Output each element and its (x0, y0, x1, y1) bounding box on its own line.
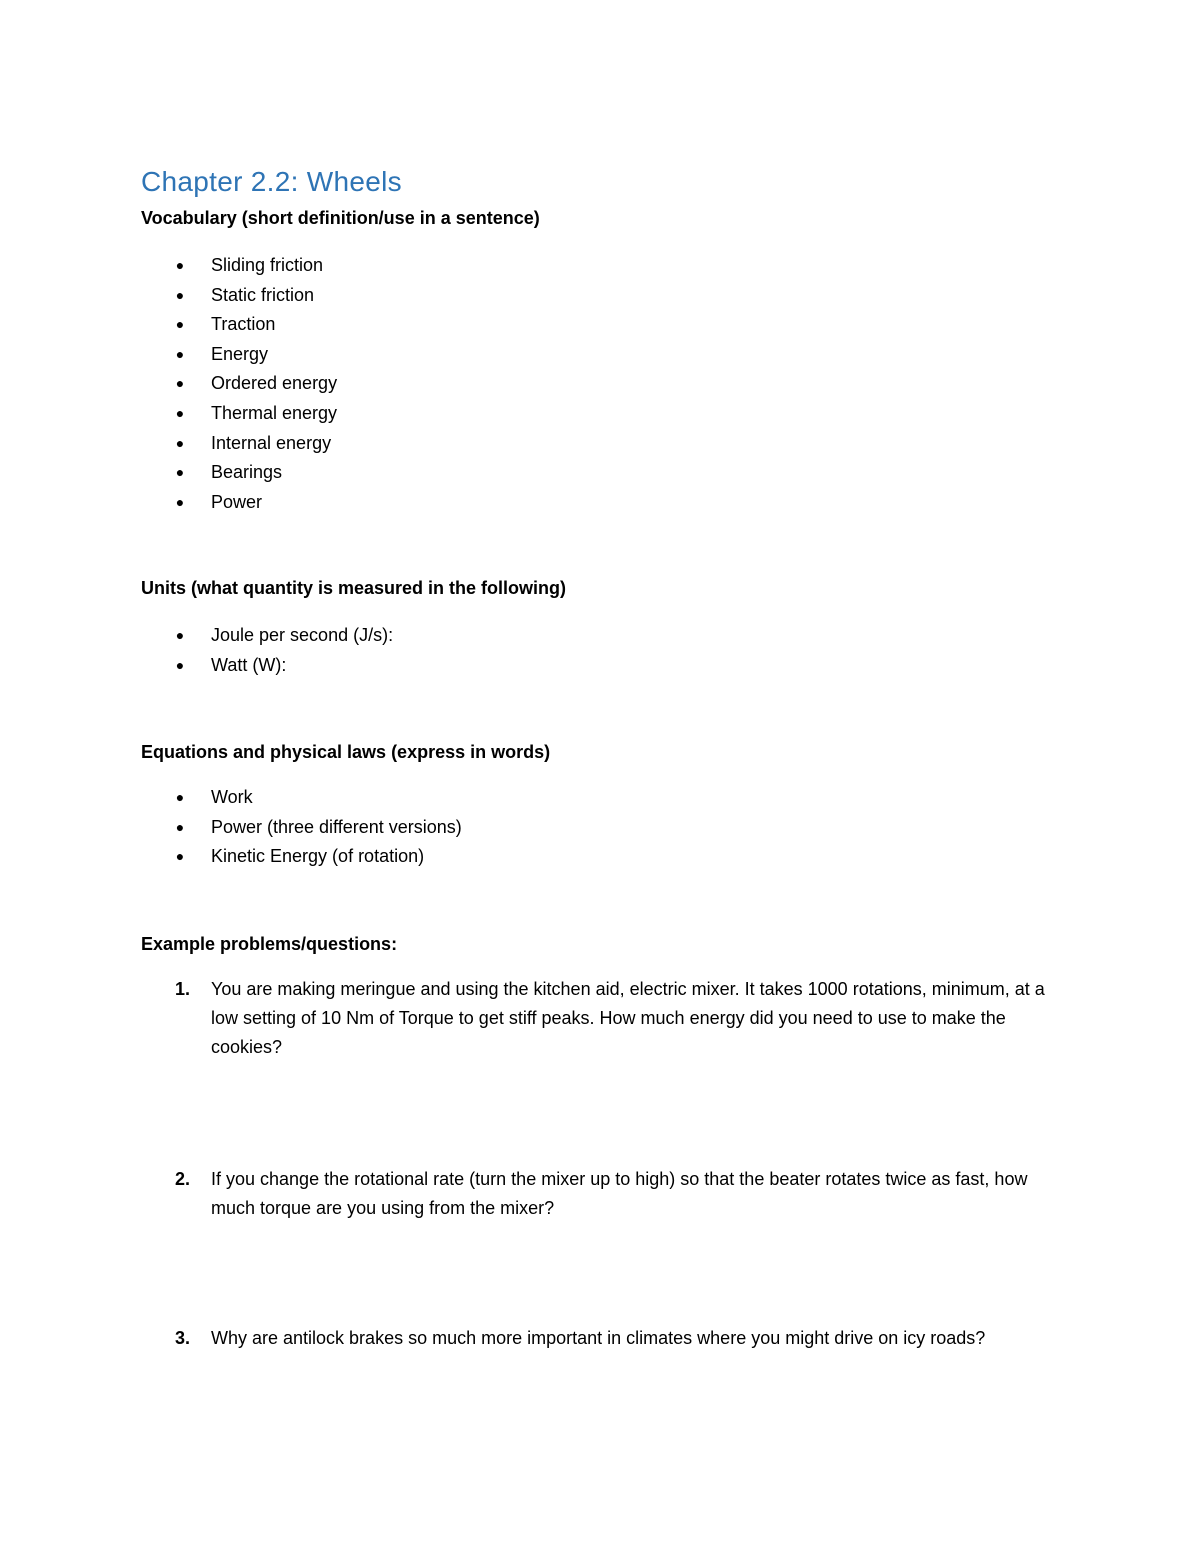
units-heading: Units (what quantity is measured in the following) (141, 578, 567, 598)
vocabulary-term: Static friction (211, 284, 315, 305)
question-number: 2. (175, 1169, 191, 1189)
question-text: Why are antilock brakes so much more important in climates where you might drive on icy roads? (211, 1328, 986, 1348)
bullet-icon: ● (175, 286, 185, 303)
bullet-icon: ● (175, 848, 185, 865)
bullet-icon: ● (175, 375, 185, 392)
question-number: 1. (175, 979, 191, 999)
equation-item: Kinetic Energy (of rotation) (211, 846, 425, 867)
bullet-icon: ● (175, 789, 185, 805)
bullet-icon: ● (175, 464, 185, 481)
question-number: 3. (175, 1328, 191, 1348)
vocabulary-term: Bearings (211, 462, 283, 483)
bullet-icon: ● (175, 434, 185, 451)
bullet-icon: ● (175, 345, 185, 362)
page-title: Chapter 2.2: Wheels (141, 166, 402, 197)
unit-item: Watt (W): (211, 654, 287, 675)
bullet-icon: ● (175, 627, 185, 643)
bullet-icon: ● (175, 818, 185, 835)
vocabulary-term: Traction (211, 314, 276, 335)
vocabulary-term: Internal energy (211, 432, 332, 453)
unit-item: Joule per second (J/s): (211, 625, 394, 645)
bullet-icon: ● (175, 404, 185, 421)
vocabulary-term: Thermal energy (211, 402, 338, 423)
question-text: You are making meringue and using the kitchen aid, electric mixer. It takes 1000 rotations, minimum, at a low setting of 10 Nm of Torque to get stiff peaks. How much energy did you need to use to make the cookies? (211, 979, 1045, 1057)
equation-item: Work (211, 787, 253, 807)
vocabulary-term: Energy (211, 343, 269, 364)
vocabulary-term: Power (211, 491, 263, 512)
vocabulary-heading: Vocabulary (short definition/use in a sentence) (141, 208, 540, 228)
bullet-icon: ● (175, 656, 185, 673)
question-text: If you change the rotational rate (turn the mixer up to high) so that the beater rotates twice as fast, how much torque are you using from the mixer? (211, 1169, 1028, 1218)
vocabulary-term: Ordered energy (211, 373, 338, 394)
bullet-icon: ● (175, 493, 185, 510)
equations-heading: Equations and physical laws (express in words) (141, 742, 551, 762)
equation-item: Power (three different versions) (211, 816, 462, 837)
bullet-icon: ● (175, 316, 185, 333)
examples-heading: Example problems/questions: (141, 934, 398, 954)
bullet-icon: ● (175, 257, 185, 273)
vocabulary-term: Sliding friction (211, 255, 324, 275)
